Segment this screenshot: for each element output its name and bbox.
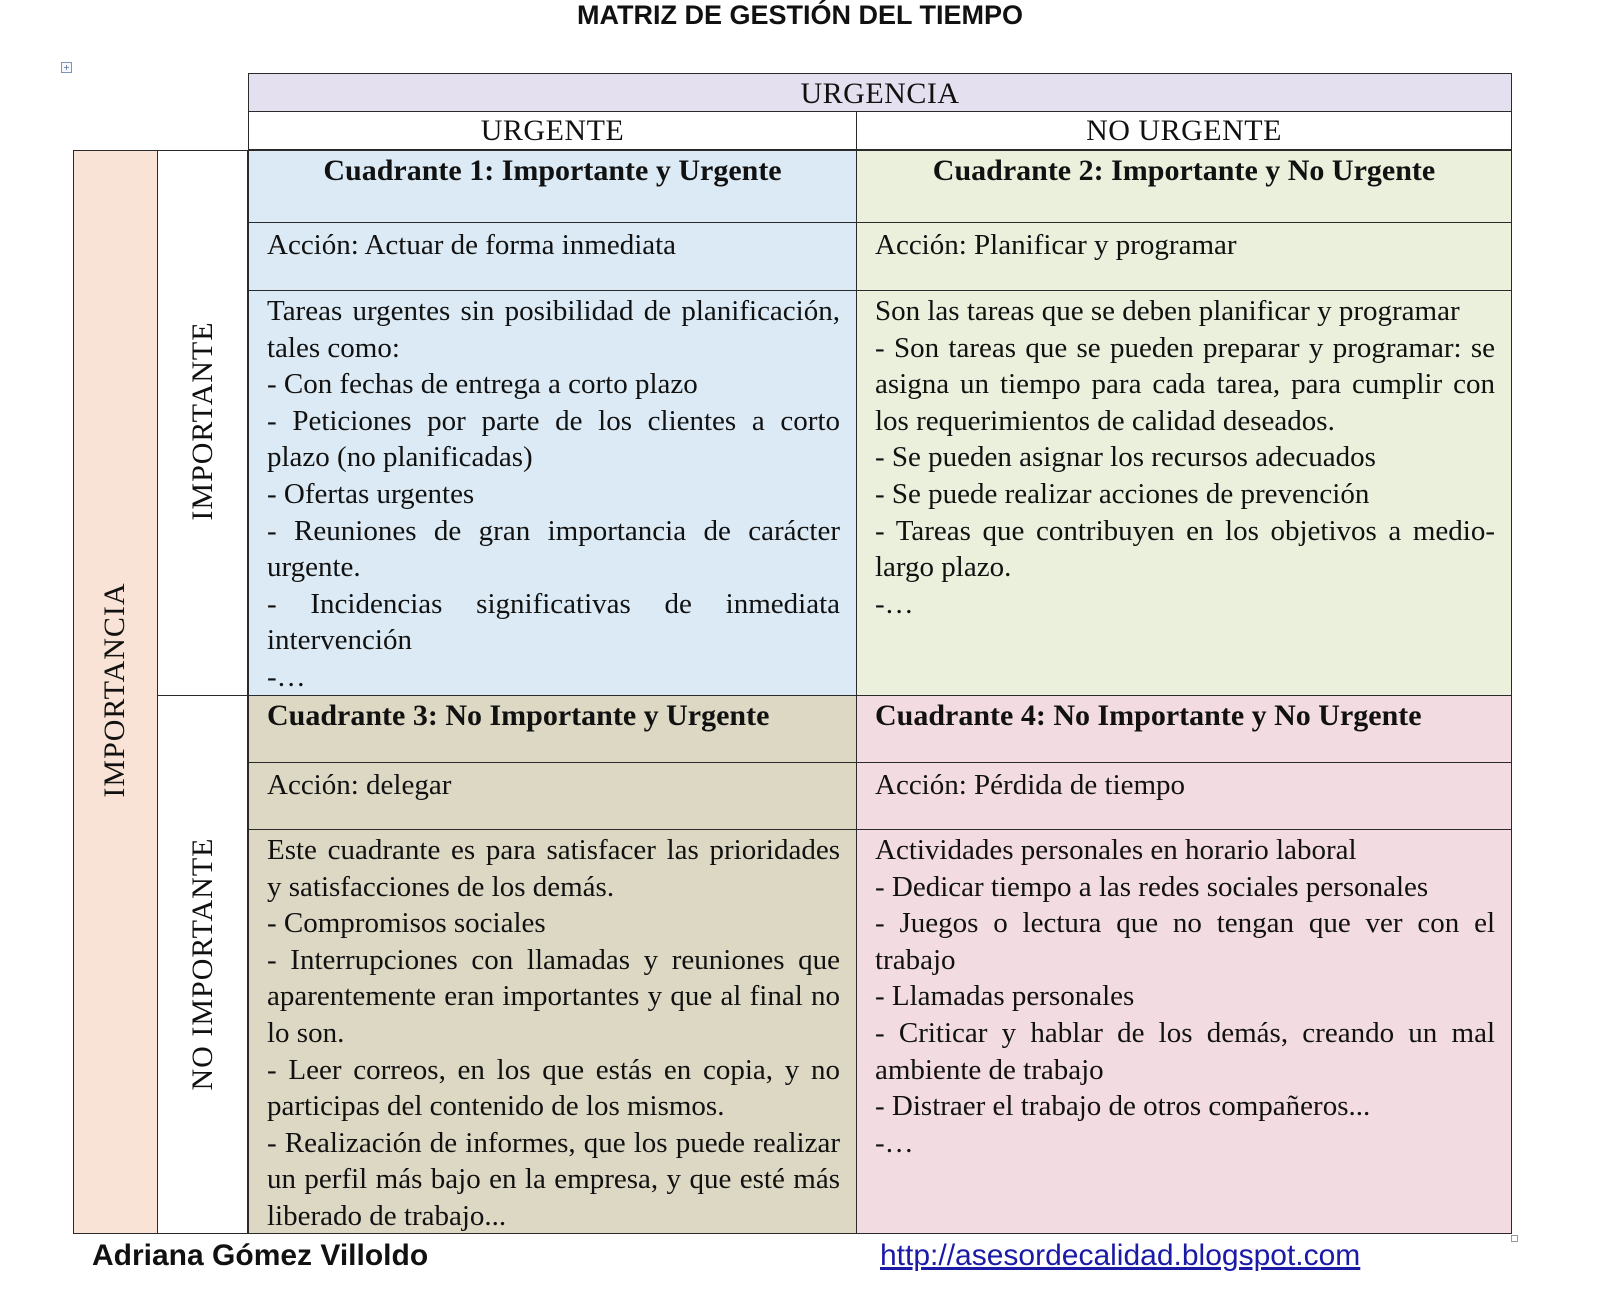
- row-header-not-important-label: NO IMPORTANTE: [186, 837, 219, 1091]
- list-item: Actividades personales en horario laboral: [875, 834, 1357, 866]
- blog-link[interactable]: http://asesordecalidad.blogspot.com: [880, 1239, 1361, 1272]
- quadrant-1-title: Cuadrante 1: Importante y Urgente: [248, 150, 857, 223]
- list-item: - Son tareas que se pueden preparar y programar: se asigna un tiempo para cada tarea, para cumplir con los requerimientos de calidad deseados.: [875, 331, 1495, 437]
- list-item: - Criticar y hablar de los demás, creando un mal ambiente de trabajo: [875, 1016, 1495, 1086]
- urgency-axis-header: [248, 73, 1512, 112]
- list-item: - Incidencias significativas de inmediata intervención: [267, 587, 840, 657]
- list-item: - Interrupciones con llamadas y reuniones que aparentemente eran importantes y que al final no lo son.: [267, 943, 840, 1049]
- list-item: - Se pueden asignar los recursos adecuados: [875, 441, 1376, 474]
- list-item: - Se puede realizar acciones de prevención: [875, 477, 1370, 510]
- quadrant-2-body: [857, 291, 1512, 696]
- list-item: -…: [875, 587, 914, 620]
- quadrant-2-action: Acción: Planificar y programar: [857, 223, 1512, 291]
- column-header-not-urgent: [857, 112, 1512, 150]
- quadrant-4-body: [857, 830, 1512, 1234]
- list-item: -…: [267, 660, 306, 693]
- list-item: - Reuniones de gran importancia de carácter urgente.: [267, 514, 840, 584]
- list-item: - Tareas que contribuyen en los objetivos a medio-largo plazo.: [875, 514, 1495, 584]
- list-item: Tareas urgentes sin posibilidad de planificación, tales como:: [267, 295, 840, 364]
- quadrant-4-action: Acción: Pérdida de tiempo: [857, 763, 1512, 830]
- column-header-urgent: [248, 112, 857, 150]
- quadrant-3-action: Acción: delegar: [248, 763, 857, 830]
- list-item: - Realización de informes, que los puede realizar un perfil más bajo en la empresa, y que esté más liberado de trabajo...: [267, 1126, 840, 1232]
- table-resize-handle[interactable]: [1511, 1235, 1518, 1242]
- list-item: - Con fechas de entrega a corto plazo: [267, 368, 698, 401]
- list-item: Son las tareas que se deben planificar y programar: [875, 295, 1460, 327]
- quadrant-1-body: [248, 291, 857, 696]
- list-item: -…: [875, 1126, 914, 1159]
- list-item: - Ofertas urgentes: [267, 477, 475, 510]
- quadrant-3-title: Cuadrante 3: No Importante y Urgente: [248, 696, 857, 763]
- importance-axis-label: IMPORTANCIA: [98, 582, 131, 798]
- quadrant-3-body: [248, 830, 857, 1234]
- quadrant-4-title: Cuadrante 4: No Importante y No Urgente: [857, 696, 1512, 763]
- column-header-not-urgent-label: NO URGENTE: [1086, 114, 1282, 147]
- quadrant-2-title: Cuadrante 2: Importante y No Urgente: [857, 150, 1512, 223]
- list-item: - Juegos o lectura que no tengan que ver con el trabajo: [875, 907, 1495, 976]
- list-item: - Llamadas personales: [875, 980, 1135, 1013]
- list-item: - Dedicar tiempo a las redes sociales personales: [875, 870, 1429, 903]
- urgency-axis-label: URGENCIA: [800, 77, 960, 110]
- column-header-urgent-label: URGENTE: [480, 114, 625, 147]
- list-item: - Compromisos sociales: [267, 907, 546, 940]
- author-name: Adriana Gómez Villoldo: [92, 1239, 429, 1272]
- row-header-important-label: IMPORTANTE: [186, 321, 219, 521]
- list-item: - Peticiones por parte de los clientes a corto plazo (no planificadas): [267, 404, 840, 474]
- list-item: Este cuadrante es para satisfacer las prioridades y satisfacciones de los demás.: [267, 834, 840, 903]
- table-move-handle-icon[interactable]: +: [61, 62, 72, 73]
- page-title: MATRIZ DE GESTIÓN DEL TIEMPO: [576, 0, 1023, 30]
- list-item: - Leer correos, en los que estás en copia, y no participas del contenido de los mismos.: [267, 1053, 840, 1123]
- list-item: - Distraer el trabajo de otros compañeros...: [875, 1090, 1371, 1123]
- quadrant-1-action: Acción: Actuar de forma inmediata: [248, 223, 857, 291]
